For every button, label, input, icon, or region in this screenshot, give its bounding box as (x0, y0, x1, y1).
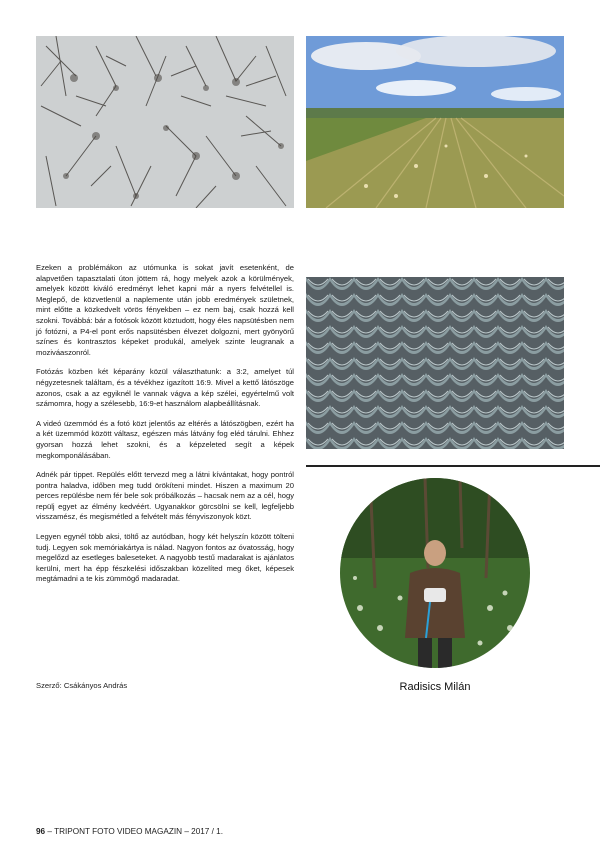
article-body (36, 263, 294, 594)
author-portrait (340, 478, 530, 668)
author-credit: Szerző: Csákányos András (36, 681, 128, 690)
paragraph-video-mode: A videó üzemmód és a fotó közt jelentős az eltérés a látószögben, ezért ha a két üzemmód között váltasz, egészen más látvány fog eléd tárulni. Ehhez gyorsan hozzá lehet szokni, és a képzeleted segít a képek megkomponálásában. (36, 418, 294, 460)
page-footer (36, 827, 223, 836)
section-divider (306, 465, 600, 467)
paragraph-postprocessing: Ezeken a problémákon az utómunka is sokat javít esetenként, de alapvetően tapasztalati úton jöttem rá, hogy melyek azok a körülmények, amelyek között kiváló eredményt lehet kapni már a nyers felvétellel is. Meglepő, de közvetlenül a naplemente után jobb eredmények születnek, mint előtte a közkedvelt vörös fényekben – ez nem baj, csak hozzá kell szokni. Továbbá: bár a fotósok között köztudott, hogy éles napsütésben nem jó fotózni, a P4-el pont erős napsütésben élvezet dolgozni, mert gyönyörű színes és kontrasztos képeket produkál, amelyek szinte leugranak a moziváaszonról. (36, 263, 294, 357)
paragraph-safety: Legyen egynél több aksi, töltő az autódban, hogy két helyszín között tölteni tudj. Legyen sok memóriakártya is nálad. Nagyon fontos az óvatosság, hogy megelőzd az esetleges baleseteket. A nagyobb testű madarakat is ajánlatos kerülni, mert ha épp fészkelési időszakban közelíted meg őket, képesek megtámadni a te kis zümmögő madaradat. (36, 532, 294, 584)
aerial-forest-photo (36, 36, 294, 208)
paragraph-aspect-ratio: Fotózás közben két képarány közül választhatunk: a 3:2, amelyet túl négyzetesnek találtam, és a tévékhez igazított 16:9. Mivel a kettő látószöge azonos, csak a az egyiknél le vannak vágva a kép szélei, egyértelmű volt számomra, hogy a szélesebb, 16:9-et használom alapbeállításnak. (36, 367, 294, 409)
magazine-name: – TRIPONT FOTO VIDEO MAGAZIN – 2017 / 1. (45, 827, 224, 836)
paragraph-tips: Adnék pár tippet. Repülés előtt tervezd meg a látni kívántakat, hogy pontról pontra haladva, időben meg tudd örökíteni mindet. Hiszen a maximum 20 perces repülésbe nem fér bele sok próbálkozás – hacsak nem az a cél, hogy repülj egyet az élmény kedvéért. Ugyanakkor görcsölni se kell, legfeljebb visszamész, és megismétled a felvételt más fényviszonyok közt. (36, 470, 294, 522)
roof-tiles-photo (306, 277, 564, 449)
portrait-caption: Radisics Milán (399, 681, 471, 693)
page-number: 96 (36, 827, 46, 836)
aerial-field-photo (306, 36, 564, 208)
